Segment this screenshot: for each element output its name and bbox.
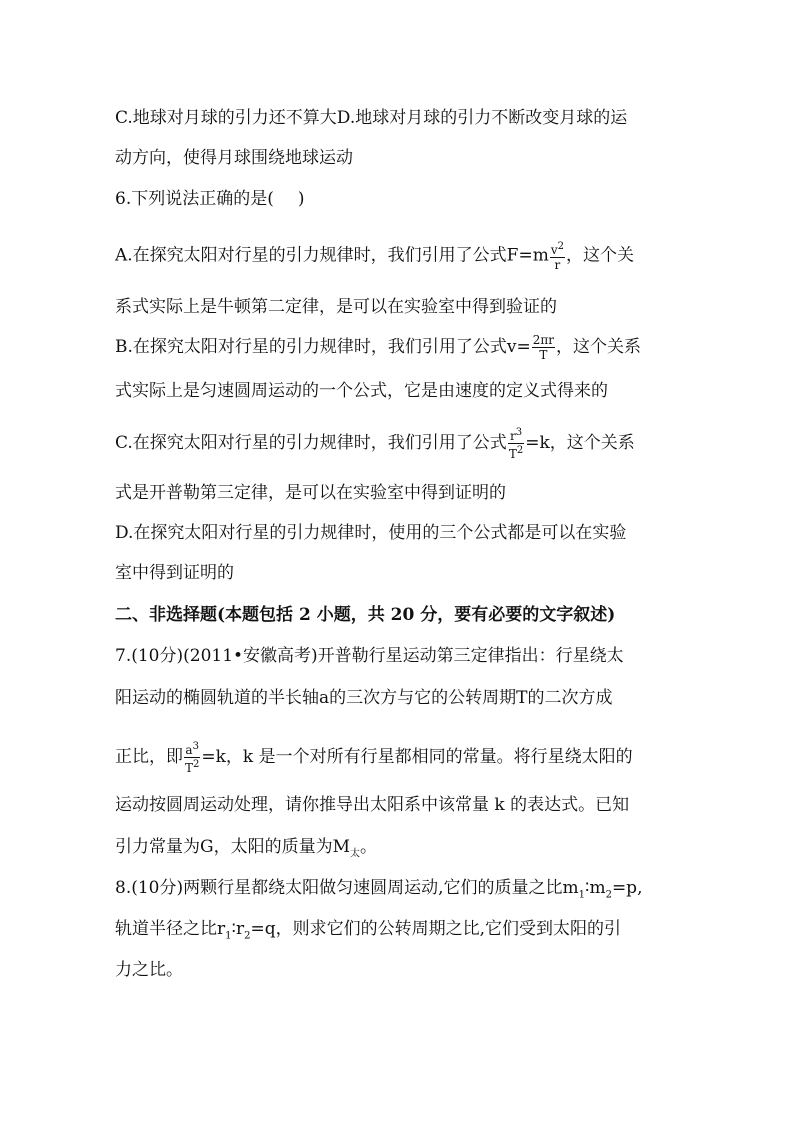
subscript: 2 [244, 930, 251, 942]
option-d-continued-line [115, 146, 353, 170]
text: C.地球对月球的引力还不算大D.地球对月球的引力不断改变月球的运 [115, 108, 628, 128]
section-heading [115, 603, 615, 627]
option-d-line [115, 521, 626, 545]
text: 系式实际上是牛顿第二定律，是可以在实验室中得到验证的 [115, 297, 557, 317]
question-7-line [115, 686, 612, 710]
formula-a3-over-t2: $\frac{a^3}{T^2}$ [185, 741, 200, 775]
text: 室中得到证明的 [115, 563, 234, 583]
text: =p, [611, 878, 643, 898]
question-7-line [115, 740, 633, 775]
text: 引力常量为G，太阳的质量为M [115, 837, 350, 857]
option-b-continued-line [115, 379, 608, 403]
subscript: 1 [225, 930, 232, 942]
question-7-line [115, 835, 377, 859]
text: 二、非选择题(本题包括 2 小题，共 20 分，要有必要的文字叙述) [115, 605, 616, 625]
text: =q，则求它们的公转周期之比,它们受到太阳的引 [250, 919, 621, 939]
option-c-d-line [115, 106, 627, 130]
option-d-continued-line [115, 561, 234, 585]
question-7-line [115, 793, 629, 817]
text: 轨道半径之比r [115, 919, 226, 939]
text: 正比，即 [115, 747, 183, 767]
text: C.在探究太阳对行星的引力规律时，我们引用了公式 [115, 433, 507, 453]
formula-2pir-over-t: $\frac{2\pi r}{T}$ [532, 333, 555, 362]
text: 式是开普勒第三定律，是可以在实验室中得到证明的 [115, 483, 506, 503]
option-c-line [115, 426, 635, 461]
text: ，这个关系 [556, 337, 642, 357]
question-8-line [115, 958, 183, 982]
text: A.在探究太阳对行星的引力规律时，我们引用了公式F=m [115, 245, 549, 266]
subscript: 2 [605, 889, 612, 901]
text: 阳运动的椭圆轨道的半长轴a的三次方与它的公转周期T的二次方成 [115, 688, 613, 708]
text: 力之比。 [115, 960, 183, 980]
text: ∶m [585, 878, 606, 898]
subscript: 1 [578, 889, 586, 901]
option-a-line [115, 240, 634, 272]
subscript: 太 [350, 848, 360, 860]
text: 。 [360, 837, 377, 857]
option-b-line [115, 333, 642, 362]
text: ∶r [231, 919, 245, 939]
text: B.在探究太阳对行星的引力规律时，我们引用了公式v= [115, 337, 531, 357]
text: 7.(10分)(2011•安徽高考)开普勒行星运动第三定律指出：行星绕太 [115, 646, 624, 666]
text: 6.下列说法正确的是( [115, 189, 274, 209]
option-a-continued-line [115, 295, 557, 319]
formula-r3-over-t2: $\frac{r^3}{T^2}$ [508, 427, 524, 461]
text: =k，这个关系 [525, 433, 635, 453]
text: 动方向，使得月球围绕地球运动 [115, 148, 353, 168]
text: ，这个关 [566, 245, 634, 266]
question-8-line [115, 917, 621, 941]
text: D.在探究太阳对行星的引力规律时，使用的三个公式都是可以在实验 [115, 523, 627, 543]
question-7-line [115, 644, 624, 668]
text: 运动按圆周运动处理，请你推导出太阳系中该常量 k 的表达式。已知 [115, 795, 630, 815]
question-6-stem [115, 187, 305, 211]
text: ) [297, 189, 305, 209]
option-c-continued-line [115, 481, 506, 505]
text: 式实际上是匀速圆周运动的一个公式，它是由速度的定义式得来的 [115, 381, 608, 401]
text: 8.(10分)两颗行星都绕太阳做匀速圆周运动,它们的质量之比m [115, 878, 579, 898]
question-8-line [115, 876, 642, 900]
formula-v2-over-r: $\frac{v^2}{r}$ [550, 241, 564, 272]
text: =k，k 是一个对所有行星都相同的常量。将行星绕太阳的 [201, 747, 633, 767]
